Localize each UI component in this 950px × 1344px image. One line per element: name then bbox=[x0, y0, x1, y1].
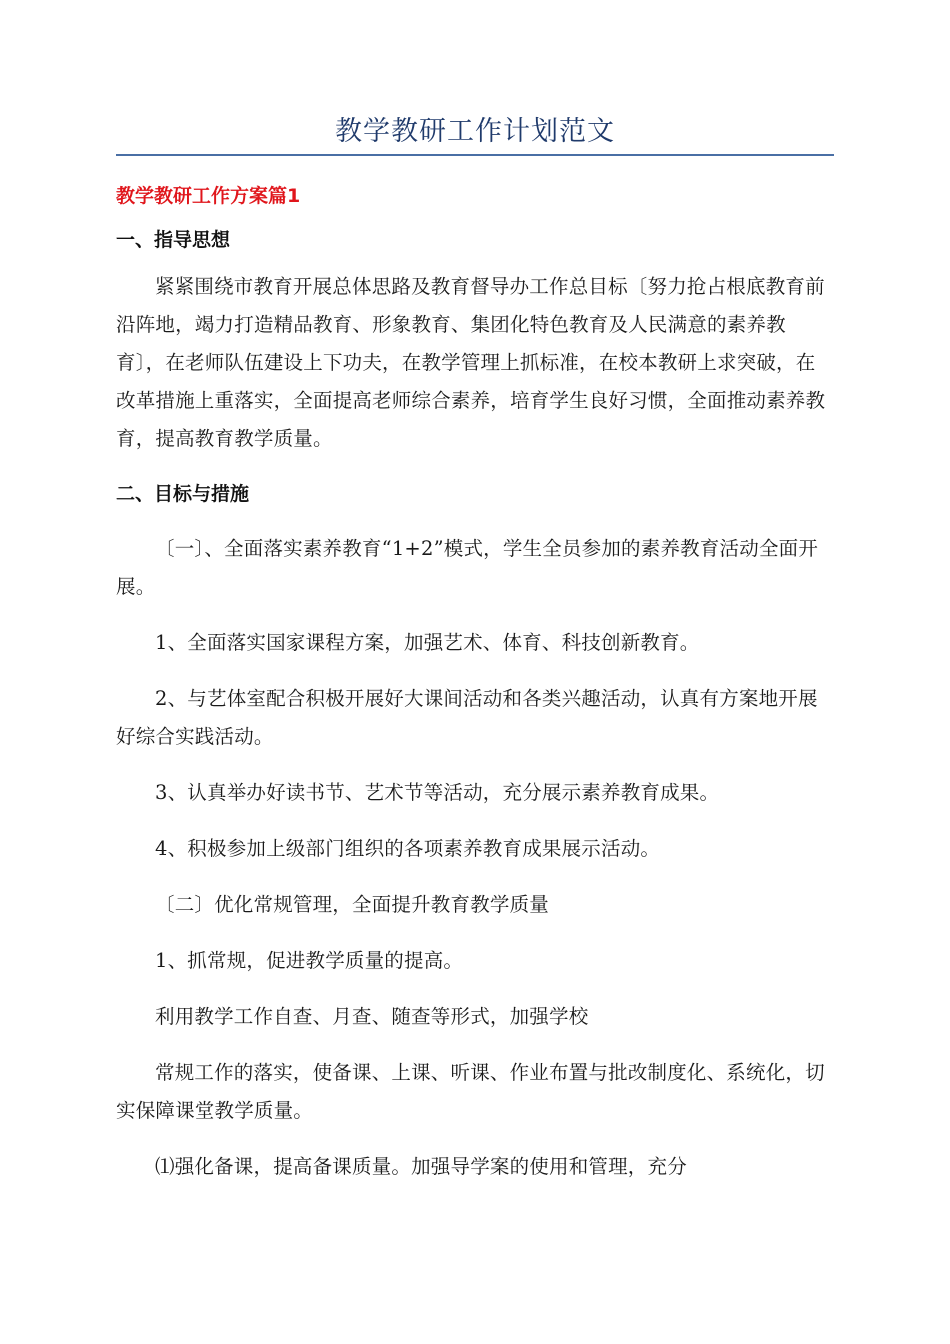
heading-guiding-ideology: 一、指导思想 bbox=[116, 229, 231, 251]
title-underline bbox=[116, 154, 834, 156]
paragraph: 利用教学工作自查、月查、随查等形式，加强学校 bbox=[155, 1005, 589, 1028]
paragraph: ⑴强化备课，提高备课质量。加强导学案的使用和管理，充分 bbox=[155, 1155, 687, 1178]
paragraph: 〔二〕优化常规管理，全面提升教育教学质量 bbox=[155, 893, 550, 916]
paragraph: 常规工作的落实，使备课、上课、听课、作业布置与批改制度化、系统化，切实保障课堂教学质量。 bbox=[116, 1061, 825, 1122]
document-title: 教学教研工作计划范文 bbox=[335, 116, 615, 147]
paragraph: 3、认真举办好读书节、艺术节等活动，充分展示素养教育成果。 bbox=[155, 781, 720, 804]
paragraph: 紧紧围绕市教育开展总体思路及教育督导办工作总目标〔努力抢占根底教育前沿阵地，竭力打造精品教育、形象教育、集团化特色教育及人民满意的素养教育〕，在老师队伍建设上下功夫，在教学管理上抓标准，在校本教研上求突破，在改革措施上重落实，全面提高老师综合素养，培育学生良好习惯，全面推动素养教育，提高教育教学质量。 bbox=[116, 275, 826, 450]
section-title: 教学教研工作方案篇1 bbox=[116, 185, 301, 207]
paragraph: 1、全面落实国家课程方案，加强艺术、体育、科技创新教育。 bbox=[155, 631, 700, 654]
paragraph: 〔一〕、全面落实素养教育“1+2”模式，学生全员参加的素养教育活动全面开展。 bbox=[116, 537, 819, 598]
paragraph: 4、积极参加上级部门组织的各项素养教育成果展示活动。 bbox=[155, 837, 661, 860]
document-body bbox=[116, 178, 834, 1186]
heading-goals-measures: 二、目标与措施 bbox=[116, 483, 250, 505]
paragraph: 1、抓常规，促进教学质量的提高。 bbox=[155, 949, 464, 972]
paragraph: 2、与艺体室配合积极开展好大课间活动和各类兴趣活动，认真有方案地开展好综合实践活动。 bbox=[116, 687, 818, 748]
